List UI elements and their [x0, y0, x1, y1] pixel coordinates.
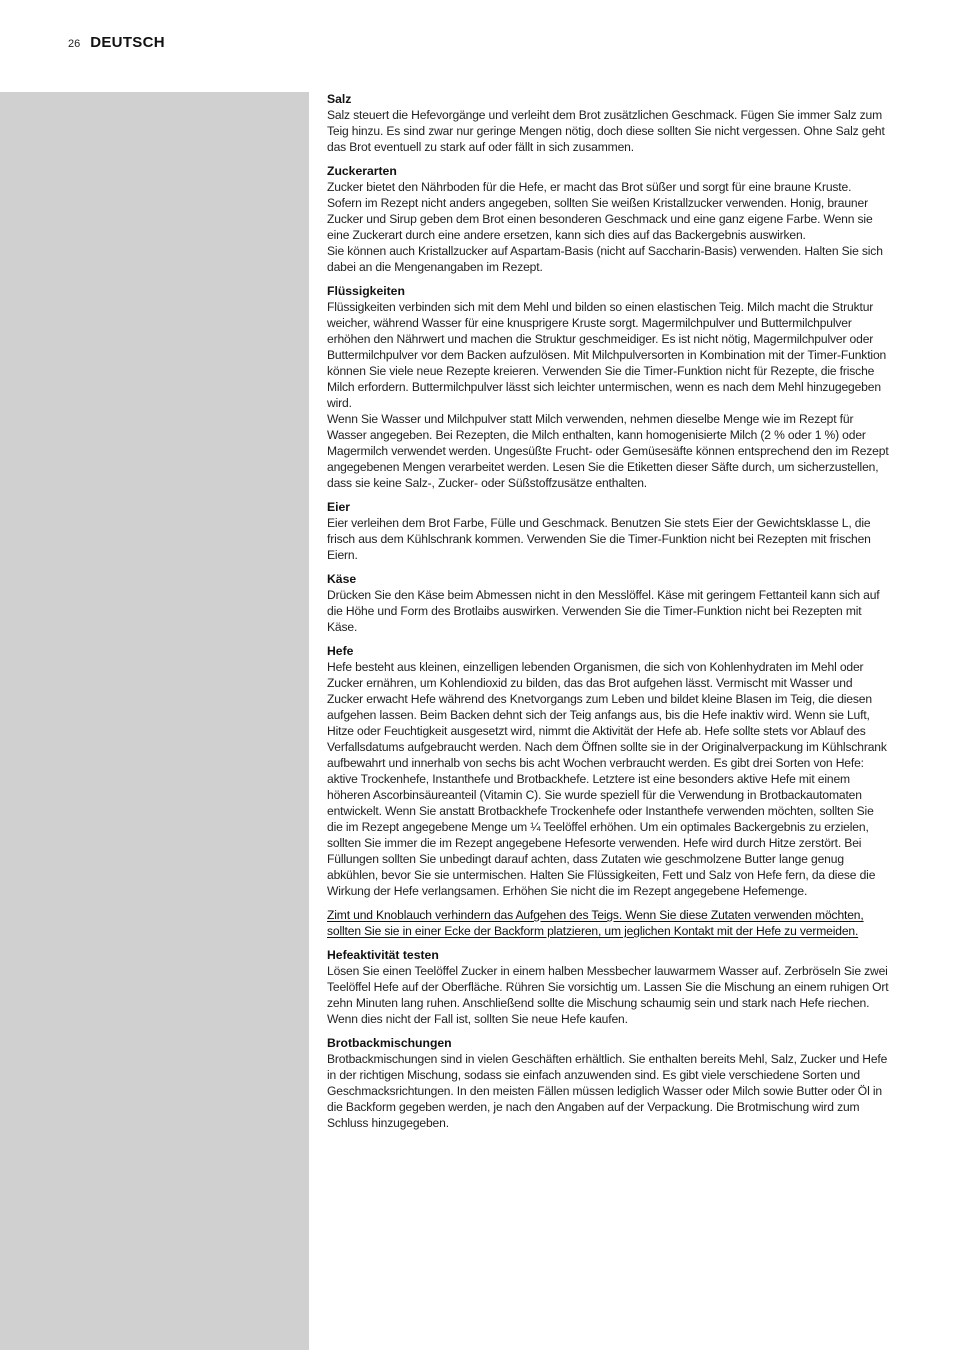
section-kaese [327, 571, 889, 635]
section-paragraph: Eier verleihen dem Brot Farbe, Fülle und Geschmack. Benutzen Sie stets Eier der Gewichtsklasse L, die frisch aus dem Kühlschrank kommen. Verwenden Sie die Timer-Funktion nicht bei Rezepten mit frischen Eiern. [327, 516, 871, 562]
section-paragraph: Sie können auch Kristallzucker auf Aspartam-Basis (nicht auf Saccharin-Basis) verwenden. Halten Sie sich dabei an die Mengenangaben im Rezept. [327, 244, 883, 274]
page-number: 26 [68, 38, 81, 50]
section-fluessigkeiten [327, 283, 889, 491]
section-heading: Flüssigkeiten [327, 284, 405, 298]
section-heading: Salz [327, 92, 352, 106]
section-heading: Käse [327, 572, 357, 586]
section-paragraph: Flüssigkeiten verbinden sich mit dem Mehl und bilden so einen elastischen Teig. Milch macht die Struktur weicher, während Wasser für eine knusprigere Kruste sorgt. Magermilchpulver und Buttermilchpulver erhöhen den Nährwert und machen die Struktur geschmeidiger. Es ist nicht nötig, Magermilchpulver oder Buttermilchpulver vor dem Backen aufzulösen. Mit Milchpulversorten in Kombination mit der Timer-Funktion können Sie viele neue Rezepte kreieren. Verwenden Sie die Timer-Funktion nicht für Rezepte, die frische Milch erfordern. Buttermilchpulver lässt sich leichter untermischen, wenn es nach dem Mehl hinzugegeben wird. [327, 300, 887, 410]
section-paragraph: Lösen Sie einen Teelöffel Zucker in einem halben Messbecher lauwarmem Wasser auf. Zerbröseln Sie zwei Teelöffel Hefe auf der Oberfläche. Rühren Sie vorsichtig um. Lassen Sie die Mischung an einem ruhigen Ort zehn Minuten lang ruhen. Anschließend sollte die Mischung schaumig sein und stark nach Hefe riechen. Wenn dies nicht der Fall ist, sollten Sie neue Hefe kaufen. [327, 964, 889, 1026]
section-paragraph: Zucker bietet den Nährboden für die Hefe, er macht das Brot süßer und sorgt für eine braune Kruste. Sofern im Rezept nicht anders angegeben, sollten Sie weißen Kristallzucker verwenden. Honig, brauner Zucker und Sirup geben dem Brot einen besonderen Geschmack und eine ganz eigene Farbe. Wenn sie eine Zuckerart durch eine andere ersetzen, kann sich dies auf das Backergebnis auswirken. [327, 180, 873, 242]
language-title: DEUTSCH [90, 34, 165, 51]
page-header [68, 34, 165, 54]
section-paragraph: Brotbackmischungen sind in vielen Geschäften erhältlich. Sie enthalten bereits Mehl, Salz, Zucker und Hefe in der richtigen Mischung, sodass sie einfach anzuwenden sind. Es gibt viele verschiedene Sorten und Geschmacksrichtungen. In den meisten Fällen müssen lediglich Wasser oder Milch sowie Butter oder Öl in die Backform gegeben werden, je nach den Angaben auf der Verpackung. Die Brotmischung wird zum Schluss hinzugegeben. [327, 1052, 888, 1130]
section-heading: Eier [327, 500, 351, 514]
underlined-note: Zimt und Knoblauch verhindern das Aufgehen des Teigs. Wenn Sie diese Zutaten verwenden möchten, sollten Sie sie in einer Ecke der Backform platzieren, um jeglichen Kontakt mit der Hefe zu vermeiden. [327, 908, 864, 938]
section-paragraph: Salz steuert die Hefevorgänge und verleiht dem Brot zusätzlichen Geschmack. Fügen Sie immer Salz zum Teig hinzu. Es sind zwar nur geringe Mengen nötig, doch diese sollten Sie nicht vergessen. Ohne Salz geht das Brot eventuell zu stark auf oder fällt in sich zusammen. [327, 108, 885, 154]
section-paragraph: Hefe besteht aus kleinen, einzelligen lebenden Organismen, die sich von Kohlenhydraten im Mehl oder Zucker ernähren, um Kohlendioxid zu bilden, das das Brot aufgehen lässt. Vermischt mit Wasser und Zucker erwacht Hefe während des Knetvorgangs zum Leben und bildet kleine Blasen im Teig, die diesen aufgehen lassen. Beim Backen dehnt sich der Teig anfangs aus, bis die Hefe inaktiv wird. Wenn sie Luft, Hitze oder Feuchtigkeit ausgesetzt wird, nimmt die Aktivität der Hefe ab. Hefe sollte stets vor Ablauf des Verfallsdatums aufgebraucht werden. Nach dem Öffnen sollte sie in der Originalverpackung im Kühlschrank aufbewahrt und innerhalb von sechs bis acht Wochen verbraucht werden. Es gibt drei Sorten von Hefe: aktive Trockenhefe, Instanthefe und Brotbackhefe. Letztere ist eine besonders aktive Hefe mit einem höheren Ascorbinsäureanteil (Vitamin C). Sie wurde speziell für die Verwendung in Brotbackautomaten entwickelt. Wenn Sie anstatt Brotbackhefe Trockenhefe oder Instanthefe verwenden möchten, sollten Sie die im Rezept angegebene Menge um ¼ Teelöffel erhöhen. Um ein optimales Backergebnis zu erzielen, sollten Sie immer die im Rezept angegebene Hefesorte verwenden. Hefe wird durch Hitze zerstört. Bei Füllungen sollten Sie unbedingt darauf achten, dass Zutaten wie geschmolzene Butter lange genug abkühlen, bevor Sie sie untermischen. Halten Sie Flüssigkeiten, Fett und Salz von Hefe fern, da diese die Wirkung der Hefe verlangsamen. Erhöhen Sie nicht die im Rezept angegebene Hefemenge. [327, 660, 887, 898]
section-heading: Brotbackmischungen [327, 1036, 452, 1050]
gray-sidebar-panel [0, 92, 309, 1350]
section-heading: Hefeaktivität testen [327, 948, 439, 962]
section-hefe [327, 643, 889, 899]
section-brotbackmischungen [327, 1035, 889, 1131]
section-paragraph: Wenn Sie Wasser und Milchpulver statt Milch verwenden, nehmen dieselbe Menge wie im Rezept für Wasser angegeben. Bei Rezepten, die Milch enthalten, kann homogenisierte Milch (2 % oder 1 %) oder Magermilch verwendet werden. Ungesüßte Frucht- oder Gemüsesäfte können entsprechend den im Rezept angegebenen Mengen verarbeitet werden. Lesen Sie die Etiketten dieser Säfte durch, um sicherzustellen, dass sie keine Salz-, Zucker- oder Süßstoffzusätze enthalten. [327, 412, 889, 490]
section-eier [327, 499, 889, 563]
section-zuckerarten [327, 163, 889, 275]
section-salz [327, 91, 889, 155]
section-hefeaktivitaet-testen [327, 947, 889, 1027]
section-heading: Hefe [327, 644, 354, 658]
main-content [327, 91, 889, 1139]
section-heading: Zuckerarten [327, 164, 397, 178]
section-paragraph: Drücken Sie den Käse beim Abmessen nicht in den Messlöffel. Käse mit geringem Fettanteil kann sich auf die Höhe und Form des Brotlaibs auswirken. Verwenden Sie die Timer-Funktion nicht bei Rezepten mit Käse. [327, 588, 880, 634]
